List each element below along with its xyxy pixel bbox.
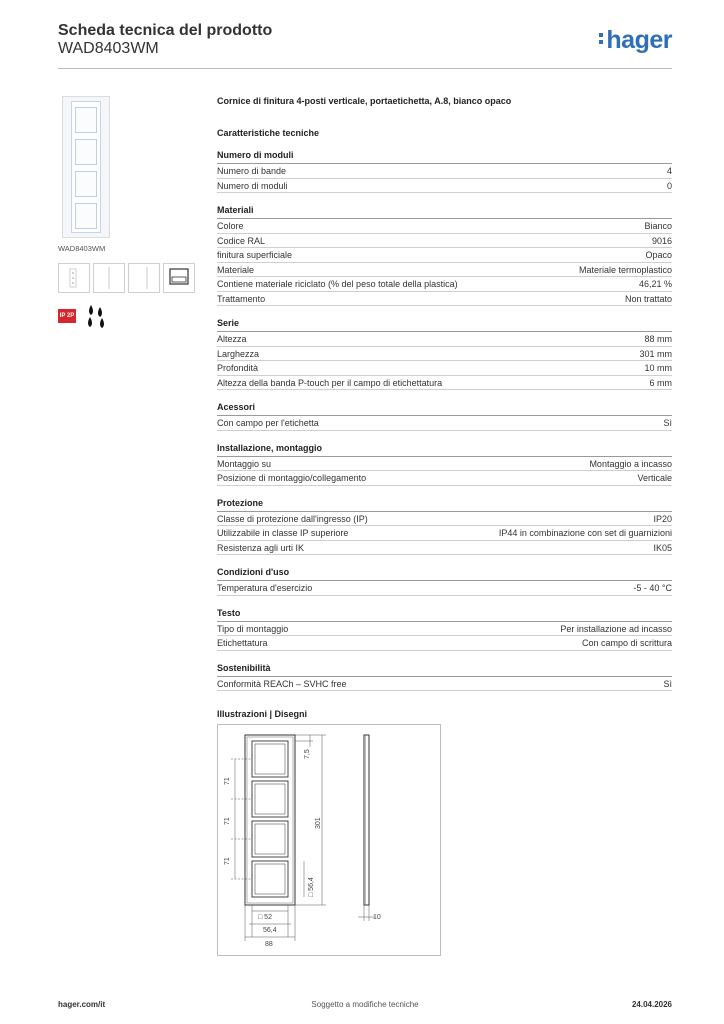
spec-label: Profondità: [217, 363, 259, 373]
spec-row: [217, 347, 672, 362]
spec-row: [217, 541, 672, 556]
spec-row: [217, 332, 672, 347]
section-title: Acessori: [217, 402, 672, 416]
footer-notice: Soggetto a modifiche tecniche: [311, 1000, 419, 1009]
spec-value: 9016: [651, 235, 672, 246]
spec-row: [217, 179, 672, 194]
footer-website[interactable]: hager.com/it: [58, 1000, 106, 1009]
spec-row: [217, 248, 672, 263]
spec-row: [217, 622, 672, 637]
spec-value: 0: [666, 180, 672, 191]
spec-label: Numero di moduli: [217, 180, 288, 191]
spec-row: [217, 471, 672, 486]
spec-value: Sì: [663, 418, 672, 428]
spec-label: Conformità REACh – SVHC free: [217, 678, 347, 689]
spec-label: finitura superficiale: [217, 250, 293, 260]
spec-sections: [217, 150, 672, 691]
product-description: Cornice di finitura 4-posti verticale, portaetichetta, A.8, bianco opaco: [217, 96, 512, 106]
spec-value: Per installazione ad incasso: [560, 623, 672, 634]
dim-7-5: 7,5: [304, 749, 311, 759]
water-drops-icon: [82, 301, 112, 331]
spec-row: [217, 512, 672, 527]
spec-value: Materiale termoplastico: [578, 264, 672, 275]
spec-row: [217, 457, 672, 472]
spec-value: Non trattato: [624, 293, 672, 304]
page-header: [58, 20, 672, 69]
dim-10: 10: [373, 914, 381, 921]
spec-row: [217, 361, 672, 376]
front-view-icon: [58, 263, 90, 293]
spec-row: [217, 526, 672, 541]
spec-value: 10 mm: [644, 363, 672, 373]
spec-row: [217, 234, 672, 249]
spec-section: [217, 150, 672, 193]
dim-71-mid: 71: [224, 817, 231, 825]
page-title: Scheda tecnica del prodotto: [58, 22, 273, 39]
spec-row: [217, 416, 672, 431]
spec-value: 301 mm: [639, 348, 672, 359]
spec-label: Numero di bande: [217, 166, 287, 176]
hager-logo: [599, 26, 672, 55]
specs-heading: Caratteristiche tecniche: [217, 128, 320, 138]
product-images: [58, 96, 208, 331]
technical-drawing: [217, 724, 441, 956]
spec-section: [217, 663, 672, 692]
spec-section: [217, 567, 672, 596]
spec-value: IP44 in combinazione con set di guarnizioni: [498, 528, 672, 538]
spec-label: Utilizzabile in classe IP superiore: [217, 528, 349, 538]
spec-label: Altezza della banda P-touch per il campo di etichettatura: [217, 377, 443, 388]
spec-row: [217, 376, 672, 391]
spec-value: 88 mm: [644, 334, 672, 344]
spec-row: [217, 263, 672, 278]
dim-52: □ 52: [258, 914, 272, 921]
spec-label: Codice RAL: [217, 235, 266, 246]
spec-label: Larghezza: [217, 348, 260, 359]
spec-value: Bianco: [644, 221, 672, 231]
spec-value: 46,21 %: [638, 279, 672, 289]
spec-value: Con campo di scrittura: [581, 638, 672, 648]
spec-label: Etichettatura: [217, 638, 268, 648]
logo-dots-icon: [599, 30, 604, 47]
spec-label: Posizione di montaggio/collegamento: [217, 473, 367, 483]
spec-row: [217, 164, 672, 179]
spec-section: [217, 318, 672, 390]
spec-row: [217, 219, 672, 234]
spec-value: 4: [666, 166, 672, 176]
spec-value: Montaggio a incasso: [589, 458, 672, 469]
spec-label: Trattamento: [217, 293, 266, 304]
product-thumbnail: [62, 96, 110, 238]
spec-label: Contiene materiale riciclato (% del peso totale della plastica): [217, 279, 458, 289]
spec-label: Temperatura d'esercizio: [217, 583, 313, 593]
section-title: Serie: [217, 318, 672, 332]
spec-label: Tipo di montaggio: [217, 623, 289, 634]
product-code: WAD8403WM: [58, 40, 159, 57]
thumbnail-caption: WAD8403WM: [58, 244, 106, 253]
spec-label: Montaggio su: [217, 458, 272, 469]
dim-301: 301: [315, 817, 322, 829]
spec-row: [217, 292, 672, 307]
spec-section: [217, 443, 672, 486]
dim-88: 88: [265, 941, 273, 948]
section-title: Condizioni d'uso: [217, 567, 672, 581]
section-title: Protezione: [217, 498, 672, 512]
spec-value: IP20: [653, 513, 672, 524]
spec-label: Resistenza agli urti IK: [217, 542, 305, 553]
spec-section: [217, 402, 672, 431]
spec-label: Con campo per l'etichetta: [217, 418, 319, 428]
dim-56-4-horizontal: 56,4: [263, 927, 277, 934]
footer-date: 24.04.2026: [631, 1000, 672, 1009]
spec-value: -5 - 40 °C: [633, 583, 672, 593]
spec-value: Sì: [663, 678, 672, 689]
mounting-icon: [163, 263, 195, 293]
side-view-icon: [93, 263, 125, 293]
logo-text: hager: [606, 26, 672, 54]
spec-value: Opaco: [645, 250, 672, 260]
spec-row: [217, 277, 672, 292]
section-title: Sostenibilità: [217, 663, 672, 677]
section-title: Numero di moduli: [217, 150, 672, 164]
spec-value: Verticale: [637, 473, 672, 483]
spec-value: IK05: [653, 542, 672, 553]
spec-label: Altezza: [217, 334, 247, 344]
spec-value: 6 mm: [649, 377, 672, 388]
illustrations-title: Illustrazioni | Disegni: [217, 709, 308, 719]
dim-71-top: 71: [224, 777, 231, 785]
dim-56-4-vertical: □ 56,4: [308, 877, 315, 897]
section-title: Installazione, montaggio: [217, 443, 672, 457]
dim-71-bottom: 71: [224, 857, 231, 865]
section-title: Materiali: [217, 205, 672, 219]
spec-section: [217, 205, 672, 306]
edge-view-icon: [128, 263, 160, 293]
ip-rating-icon: IP 2P: [58, 309, 76, 323]
spec-row: [217, 636, 672, 651]
spec-label: Materiale: [217, 264, 255, 275]
spec-section: [217, 498, 672, 556]
spec-label: Colore: [217, 221, 244, 231]
spec-section: [217, 608, 672, 651]
section-title: Testo: [217, 608, 672, 622]
view-icons: [58, 263, 208, 293]
spec-row: [217, 581, 672, 596]
spec-label: Classe di protezione dall'ingresso (IP): [217, 513, 368, 524]
spec-row: [217, 677, 672, 692]
spec-content: [217, 96, 672, 719]
property-icons: [58, 301, 208, 331]
